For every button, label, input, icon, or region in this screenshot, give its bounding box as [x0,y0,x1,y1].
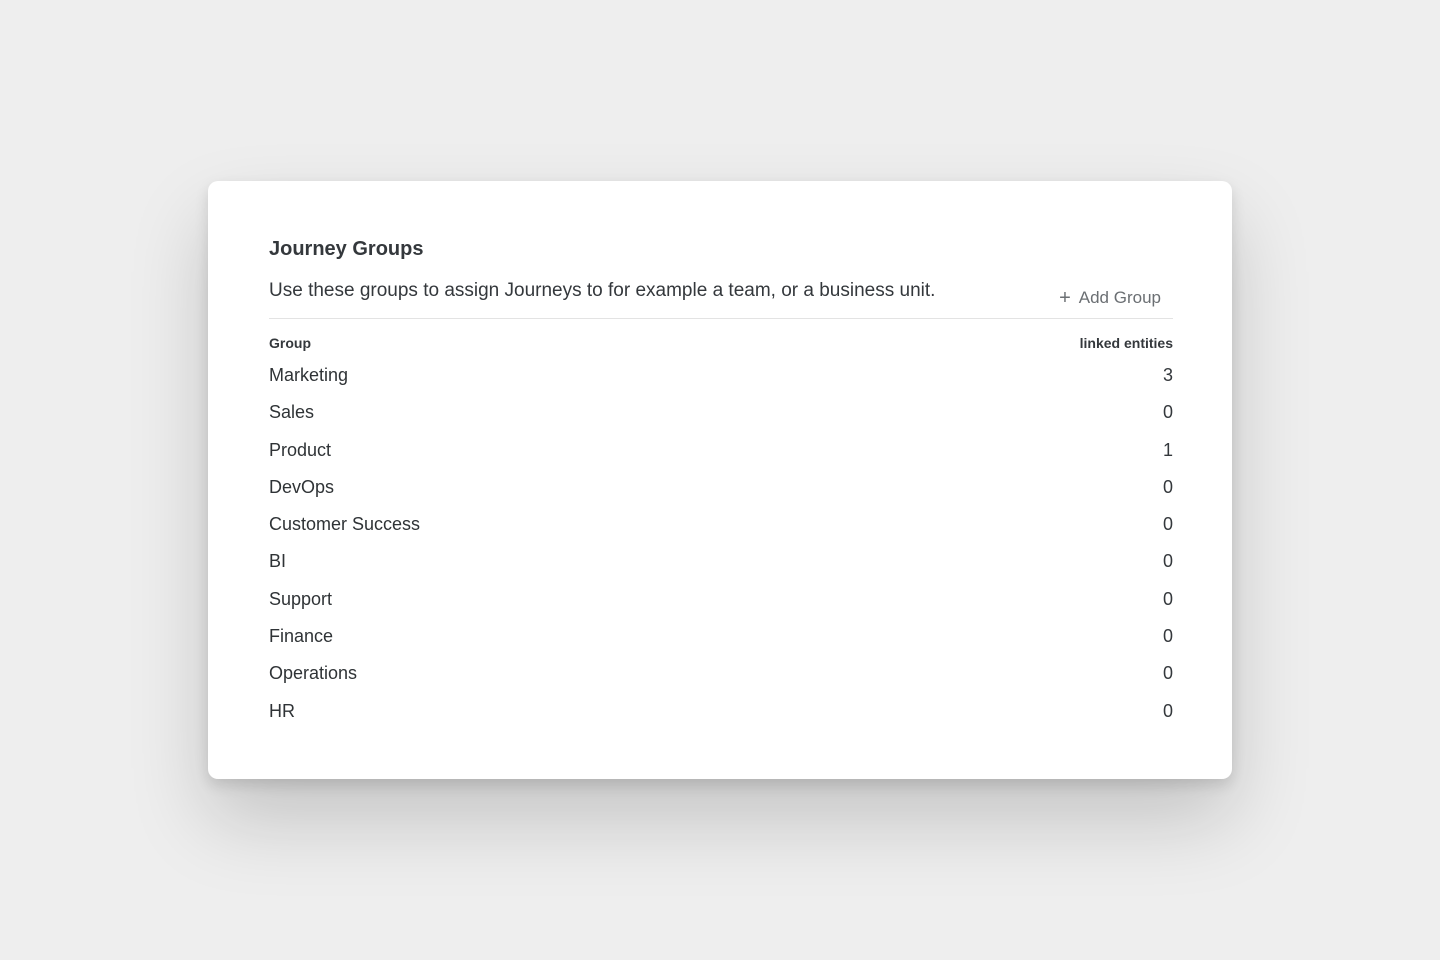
table-row[interactable] [269,618,1173,655]
description-text: Use these groups to assign Journeys to for example a team, or a business unit. [269,280,936,301]
group-name: Marketing [269,365,349,385]
plus-icon: + [1059,287,1071,309]
linked-entities-count: 1 [1162,439,1173,460]
groups-table-body [269,357,1173,730]
description-row [269,278,1173,319]
table-row[interactable] [269,357,1173,394]
group-name: BI [269,551,287,572]
group-name: Finance [269,626,334,647]
group-name: Sales [269,402,315,423]
table-header [269,334,1173,352]
add-group-label: Add Group [1078,288,1161,307]
linked-entities-count: 3 [1162,365,1173,385]
linked-entities-count: 0 [1162,514,1173,535]
table-row[interactable] [269,543,1173,580]
column-header-linked-entities: linked entities [1079,335,1173,351]
table-row[interactable] [269,394,1173,431]
page-title: Journey Groups [269,238,424,260]
group-name: DevOps [269,476,335,497]
linked-entities-count: 0 [1162,551,1173,572]
linked-entities-count: 0 [1162,700,1173,721]
table-row[interactable] [269,693,1173,730]
table-row[interactable] [269,469,1173,506]
group-name: Customer Success [269,514,421,535]
group-name: Product [269,439,332,460]
linked-entities-count: 0 [1162,476,1173,497]
table-row[interactable] [269,432,1173,469]
linked-entities-count: 0 [1162,588,1173,609]
linked-entities-count: 0 [1162,663,1173,684]
linked-entities-count: 0 [1162,402,1173,423]
group-name: HR [269,700,295,721]
add-group-button[interactable] [1059,288,1161,308]
table-row[interactable] [269,655,1173,692]
column-header-group: Group [269,335,311,351]
group-name: Operations [269,663,358,684]
group-name: Support [269,588,333,609]
journey-groups-card [208,181,1232,779]
table-row[interactable] [269,581,1173,618]
linked-entities-count: 0 [1162,626,1173,647]
table-row[interactable] [269,506,1173,543]
